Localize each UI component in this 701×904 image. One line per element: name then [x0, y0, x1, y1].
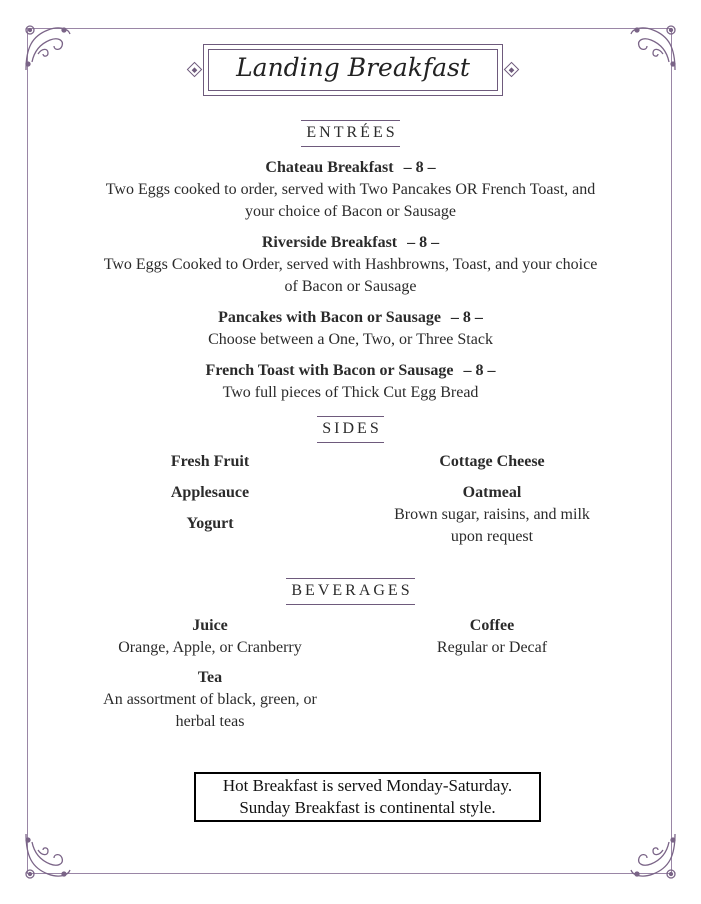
notice-line: Hot Breakfast is served Monday-Saturday. — [222, 776, 513, 795]
notice-line: Sunday Breakfast is continental style. — [239, 798, 496, 817]
corner-ornament-top-right — [623, 18, 683, 78]
beverages-heading: BEVERAGES — [0, 578, 701, 605]
menu-item-name: Chateau Breakfast — [265, 159, 394, 176]
beverage-item-description: Orange, Apple, or Cranberry — [118, 639, 302, 656]
menu-item-price: – 8 – — [463, 362, 496, 379]
menu-item-description: Two full pieces of Thick Cut Egg Bread — [222, 384, 479, 401]
side-item: Yogurt — [186, 515, 234, 532]
menu-item-price: – 8 – — [450, 309, 483, 326]
menu-item-name: Riverside Breakfast — [261, 234, 398, 251]
side-item-description: Brown sugar, raisins, and milk upon request — [394, 506, 590, 545]
menu-item-name: French Toast with Bacon or Sausage — [205, 362, 454, 379]
menu-item-price: – 8 – — [403, 159, 436, 176]
beverage-item-description: Regular or Decaf — [436, 639, 548, 656]
menu-item-description: Choose between a One, Two, or Three Stack — [208, 331, 493, 348]
entrees-heading: ENTRÉES — [0, 120, 701, 147]
side-item: Applesauce — [170, 484, 250, 501]
side-item: Fresh Fruit — [170, 453, 250, 470]
menu-item-description: Two Eggs cooked to order, served with Two Pancakes OR French Toast, and your choice of Bacon or Sausage — [105, 181, 596, 220]
menu-item — [60, 307, 641, 351]
corner-ornament-bottom-left — [18, 826, 78, 886]
service-notice-box — [194, 772, 541, 822]
beverage-item: Coffee Regular or Decaf — [372, 615, 612, 659]
menu-item-price: – 8 – — [407, 234, 440, 251]
menu-item — [60, 360, 641, 404]
menu-item-description: Two Eggs Cooked to Order, served with Hashbrowns, Toast, and your choice of Bacon or Sausage — [103, 256, 598, 295]
beverage-item: Tea An assortment of black, green, or herbal teas — [90, 667, 330, 733]
page-title: Landing Breakfast — [236, 53, 470, 82]
menu-item — [60, 232, 641, 298]
side-item: Oatmeal Brown sugar, raisins, and milk upon request — [372, 482, 612, 548]
corner-ornament-top-left — [18, 18, 78, 78]
menu-item-name: Pancakes with Bacon or Sausage — [218, 309, 441, 326]
sides-heading: SIDES — [0, 416, 701, 443]
menu-item — [60, 157, 641, 223]
corner-ornament-bottom-right — [623, 826, 683, 886]
beverage-item-description: An assortment of black, green, or herbal teas — [103, 691, 317, 730]
side-item: Cottage Cheese — [439, 453, 545, 470]
title-banner — [203, 44, 503, 96]
beverage-item: Juice Orange, Apple, or Cranberry — [90, 615, 330, 659]
